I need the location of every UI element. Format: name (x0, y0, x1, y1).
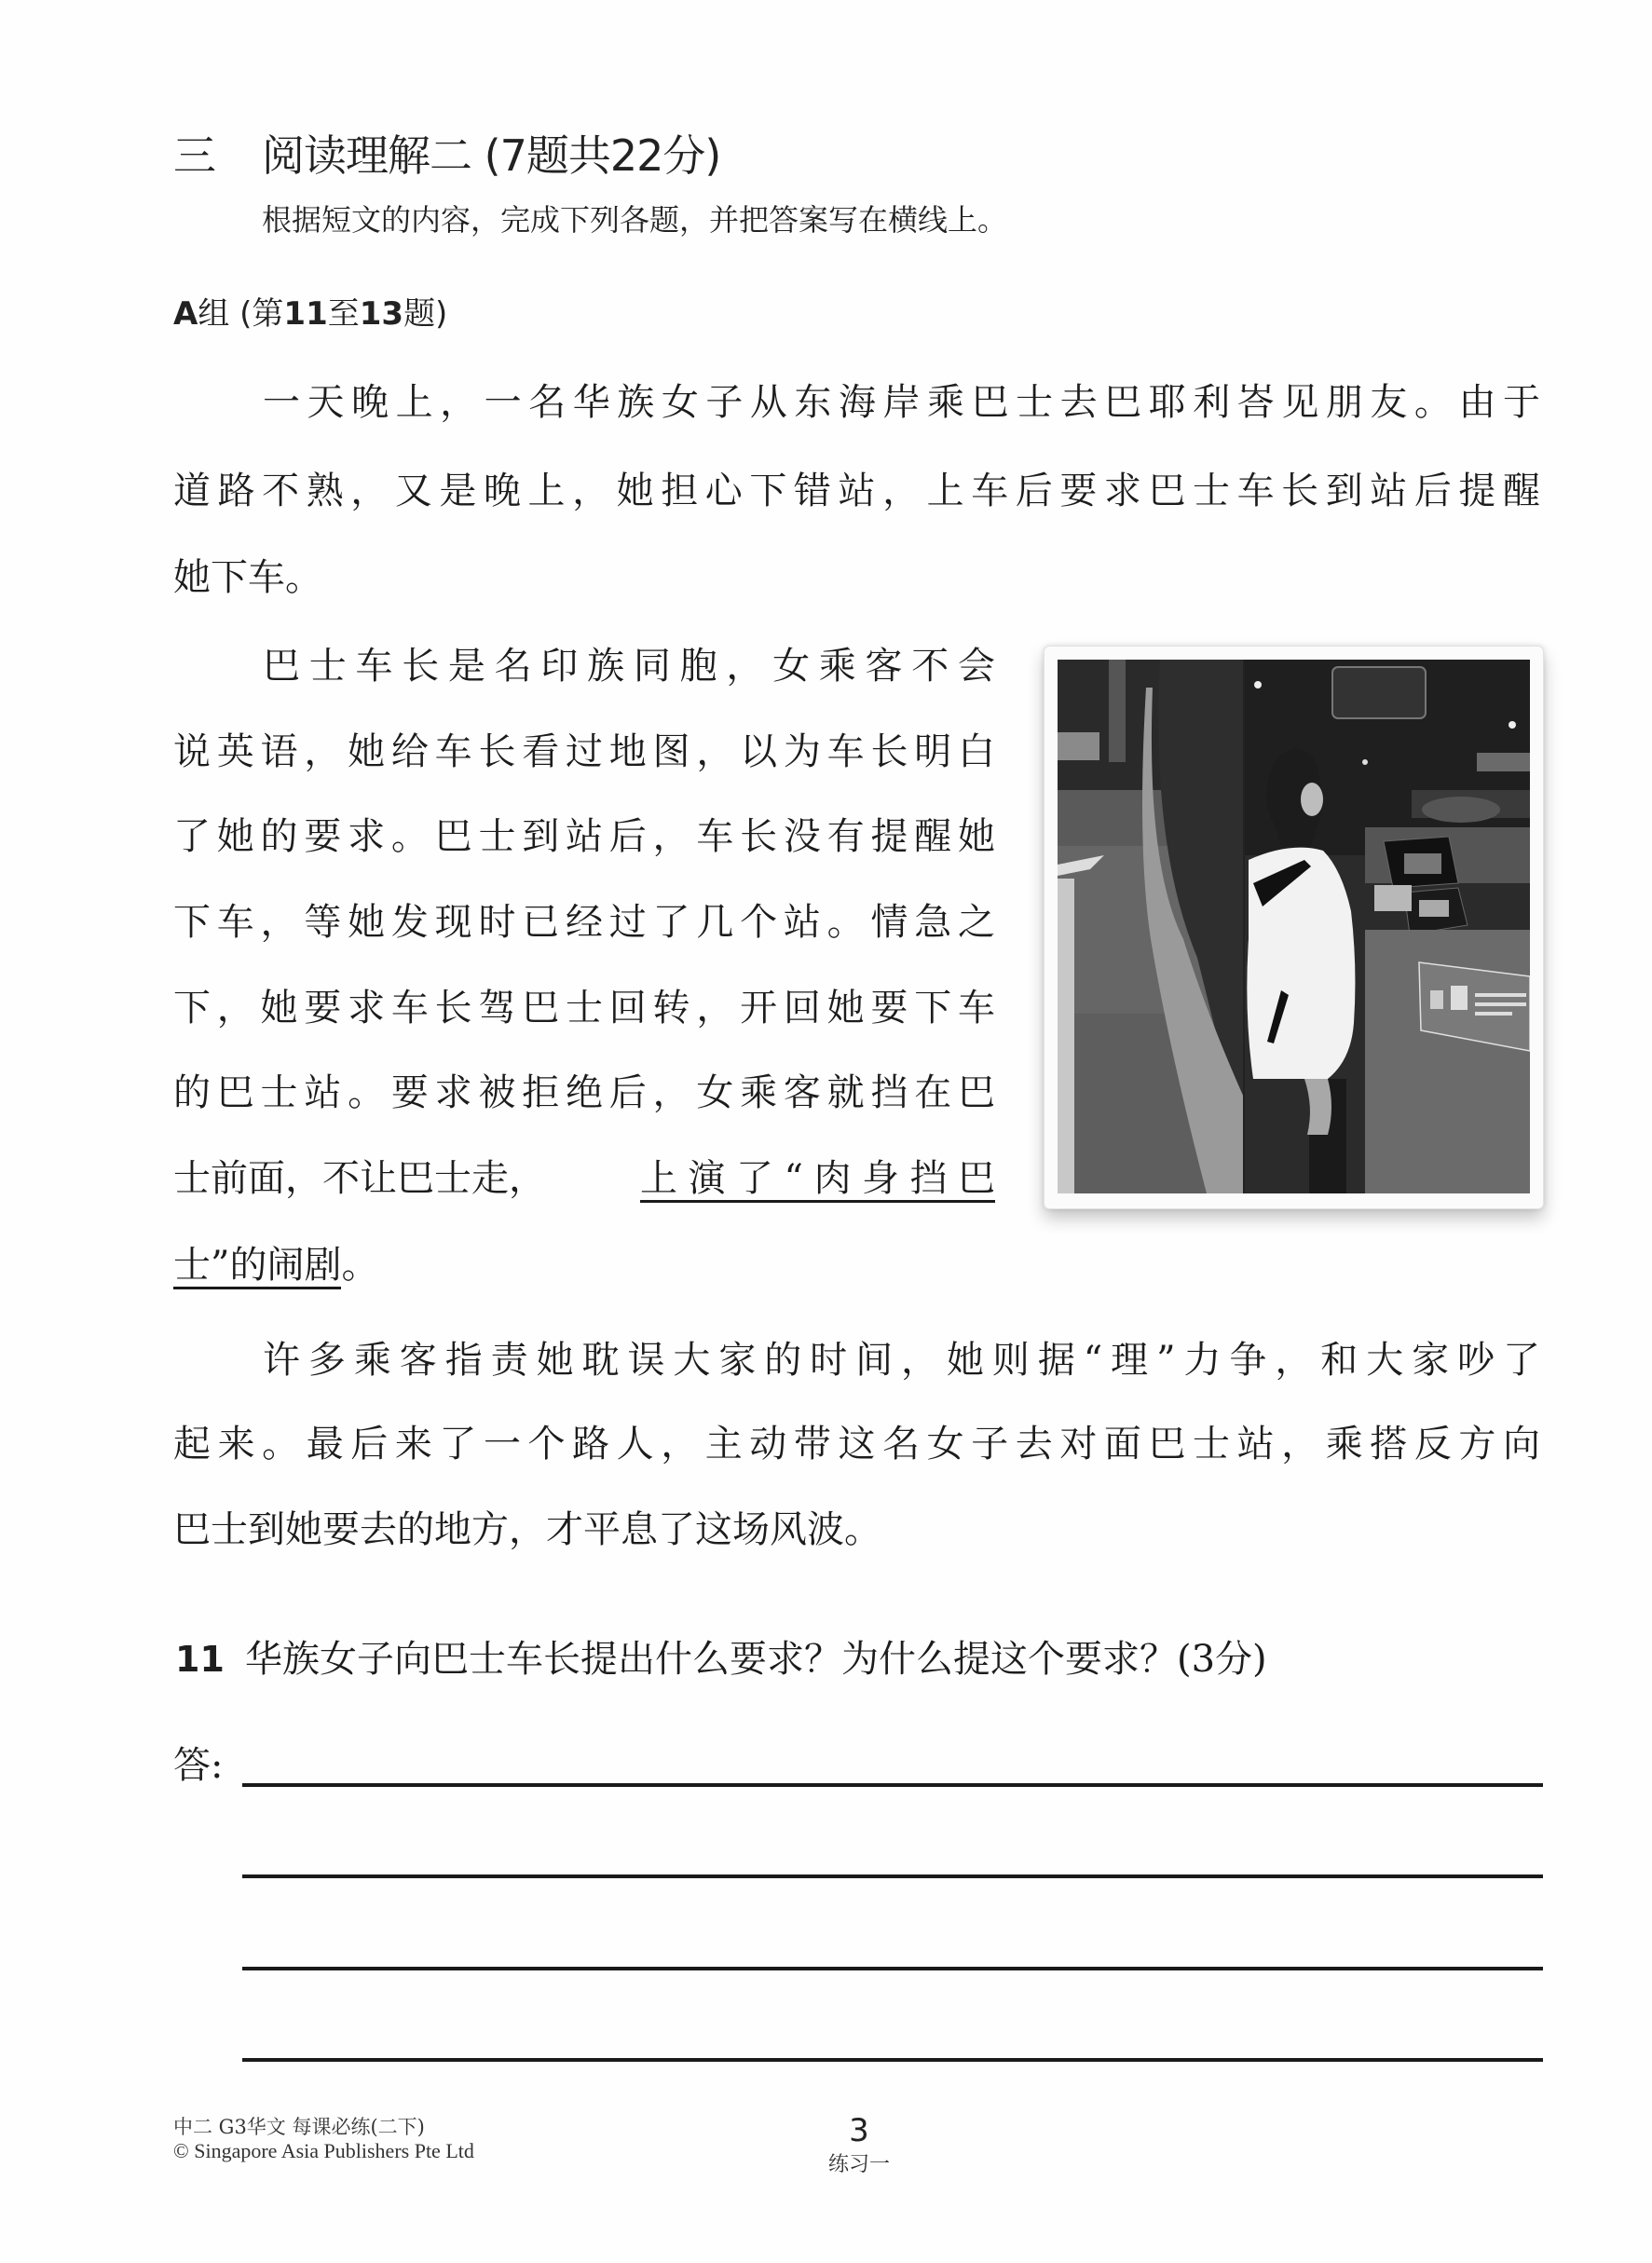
passage-line: 许多乘客指责她耽误大家的时间，她则据“理”力争，和大家吵了 (263, 1339, 1540, 1382)
answer-line-3[interactable] (242, 1967, 1543, 1970)
answer-line-4[interactable] (242, 2058, 1543, 2062)
passage-line: 下车，等她发现时已经过了几个站。情急之 (173, 901, 995, 944)
exercise-label: 练习一 (827, 2153, 890, 2176)
group-letter: A (173, 295, 198, 333)
passage-line (173, 1244, 378, 1287)
question-number: 11 (175, 1639, 225, 1680)
passage-text: 士前面，不让巴士走， (173, 1157, 546, 1200)
footer-book-title: 中二 G3华文 每课必练(二下) (173, 2116, 425, 2138)
group-from: 11 (283, 295, 328, 333)
answer-label: 答: (173, 1744, 224, 1787)
passage-line: 下，她要求车长驾巴士回转，开回她要下车 (173, 987, 995, 1029)
question-text: 华族女子向巴士车长提出什么要求？为什么提这个要求？(3分) (245, 1638, 1267, 1681)
footer-copyright: © Singapore Asia Publishers Pte Ltd (173, 2139, 474, 2162)
photo-image (1058, 660, 1530, 1193)
underlined-phrase: 上演了“肉身挡巴 (640, 1157, 995, 1203)
group-label (173, 294, 447, 334)
passage-line: 起来。最后来了一个路人，主动带这名女子去对面巴士站，乘搭反方向 (173, 1423, 1540, 1465)
underlined-phrase-end: 士”的闹剧 (173, 1244, 341, 1289)
passage-line: 巴士到她要去的地方，才平息了这场风波。 (173, 1508, 881, 1551)
group-label-text: 组 (第 (198, 295, 284, 333)
passage-photo (1044, 646, 1544, 1209)
group-to: 13 (359, 295, 404, 333)
passage-line (173, 1157, 995, 1200)
page-number: 3 (849, 2112, 869, 2149)
section-number: 三 (173, 130, 216, 181)
passage-line: 她下车。 (173, 556, 322, 599)
passage-line: 巴士车长是名印族同胞，女乘客不会 (263, 645, 995, 688)
group-label-end: 题) (403, 295, 448, 333)
passage-line: 了她的要求。巴士到站后，车长没有提醒她 (173, 815, 995, 858)
section-instruction: 根据短文的内容，完成下列各题，并把答案写在横线上。 (262, 202, 1008, 238)
passage-line: 说英语，她给车长看过地图，以为车长明白 (173, 730, 995, 773)
passage-text: 。 (341, 1244, 379, 1287)
section-title: 阅读理解二 (7题共22分) (262, 130, 721, 181)
passage-line: 道路不熟，又是晚上，她担心下错站，上车后要求巴士车长到站后提醒 (173, 470, 1540, 512)
passage-line: 一天晚上，一名华族女子从东海岸乘巴士去巴耶利峇见朋友。由于 (263, 381, 1540, 424)
answer-line-1[interactable] (242, 1783, 1543, 1787)
passage-line: 的巴士站。要求被拒绝后，女乘客就挡在巴 (173, 1071, 995, 1114)
answer-line-2[interactable] (242, 1874, 1543, 1878)
group-mid: 至 (327, 295, 360, 333)
